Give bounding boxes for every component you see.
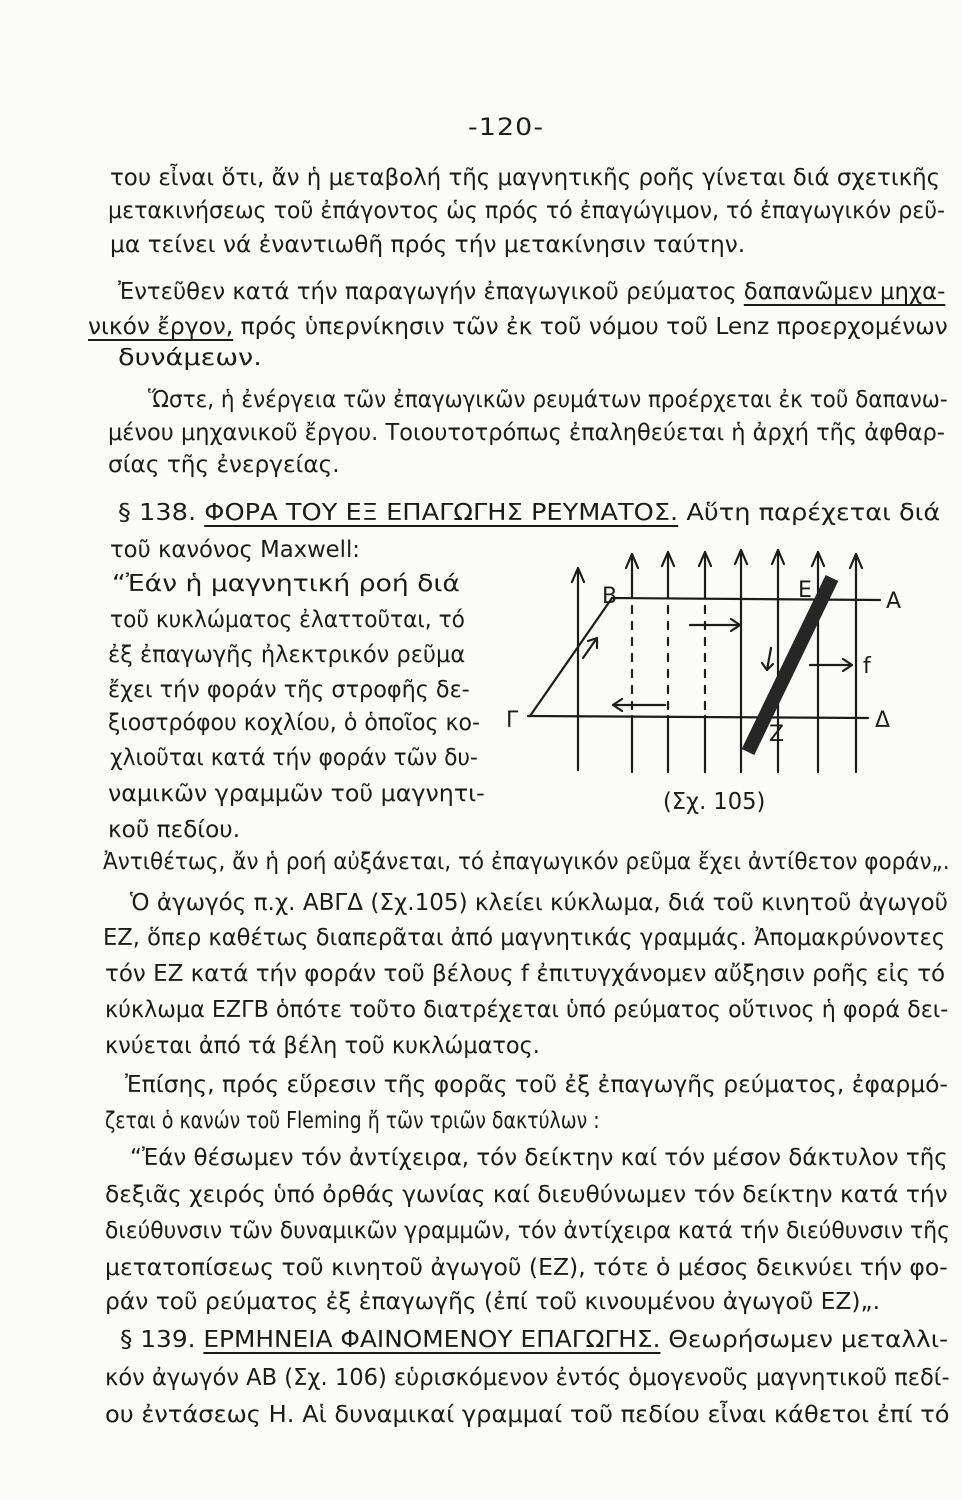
section-number: § 138.: [118, 500, 205, 526]
line-text: μετατοπίσεως τοῦ κινητοῦ ἀγωγοῦ (ΕΖ), τότε ὁ μέσος δεικνύει τήν φο-: [105, 1255, 948, 1281]
text-line: [105, 995, 948, 1025]
text-line: [108, 640, 465, 670]
field-line: [735, 550, 747, 772]
line-text: Ἐντεῦθεν κατά τήν παραγωγήν ἐπαγωγικοῦ ρεύματος: [118, 279, 744, 305]
text-line: [108, 708, 480, 738]
label-b: B: [602, 584, 618, 609]
line-text: Ἀντιθέτως, ἄν ἡ ροή αὐξάνεται, τό ἐπαγωγικόν ρεῦμα ἔχει ἀντίθετον φοράν„.: [103, 849, 950, 875]
line-text: τόν ΕΖ κατά τήν φοράν τοῦ βέλους f ἐπιτυγχάνομεν αὔξησιν ροῆς εἰς τό: [105, 961, 946, 987]
text-line: [88, 312, 948, 342]
line-text: ναμικῶν γραμμῶν τοῦ μαγνητι-: [108, 781, 485, 807]
rail-ba: [612, 598, 880, 600]
figure-caption: (Σχ. 105): [663, 789, 766, 815]
text-line: [105, 1180, 948, 1210]
text-line: [105, 1287, 880, 1317]
text-line: [103, 923, 945, 953]
section-number: § 139.: [120, 1327, 204, 1353]
text-line: [148, 385, 948, 415]
label-delta: Δ: [875, 708, 891, 733]
line-text: Ὥστε, ἡ ἐνέργεια τῶν ἐπαγωγικῶν ρευμάτων προέρχεται ἐκ τοῦ δαπανω-: [148, 387, 948, 413]
label-e: E: [798, 578, 812, 603]
text-line: [110, 230, 745, 260]
field-line: [572, 568, 584, 770]
line-text: σίας τῆς ἐνεργείας.: [108, 452, 340, 478]
text-line: [105, 1106, 600, 1136]
text-line: [108, 418, 945, 448]
field-line: [626, 554, 638, 772]
field-line: [662, 552, 674, 772]
text-line: [110, 535, 360, 565]
text-line: [125, 1070, 948, 1100]
line-text: τοῦ κυκλώματος ἐλαττοῦται, τό: [110, 607, 465, 633]
line-text: διεύθυνσιν τῶν δυναμικῶν γραμμῶν, τόν ἀντίχειρα κατά τήν διεύθυνσιν τῆς: [105, 1218, 950, 1244]
line-text: ΕΖ, ὅπερ καθέτως διαπερᾶται ἀπό μαγνητικάς γραμμάς. Ἀπομακρύνοντες: [103, 925, 946, 951]
line-text: ἐξ ἐπαγωγῆς ἠλεκτρικόν ρεῦμα: [108, 642, 466, 668]
section-heading-139: [120, 1325, 948, 1355]
line-text: χλιοῦται κατά τήν φοράν τῶν δυ-: [110, 745, 478, 771]
figure-105: [495, 540, 915, 790]
text-line: [110, 743, 478, 773]
line-text: μετακινήσεως τοῦ ἐπάγοντος ὡς πρός τό ἐπαγώγιμον, τό ἐπαγωγικόν ρεῦ-: [108, 198, 946, 224]
text-line: [118, 343, 262, 373]
text-line: [110, 605, 465, 635]
circuit-edge-gb: [530, 598, 612, 716]
current-arrow-left: [583, 638, 597, 658]
line-text: τοῦ κανόνος Maxwell:: [110, 537, 360, 563]
page-number: -120-: [468, 113, 545, 141]
text-line: [108, 675, 470, 705]
line-text: κοῦ πεδίου.: [108, 817, 241, 843]
field-line: [850, 554, 862, 772]
line-text: Αὕτη παρέχεται διά: [678, 500, 941, 526]
text-line: [105, 1216, 950, 1246]
line-text: ράν τοῦ ρεύματος ἐξ ἐπαγωγῆς (ἐπί τοῦ κινουμένου ἀγωγοῦ ΕΖ)„.: [105, 1289, 881, 1315]
line-text: Ἐπίσης, πρός εὕρεσιν τῆς φορᾶς τοῦ ἐξ ἐπαγωγῆς ρεύματος, ἐφαρμό-: [125, 1072, 948, 1098]
line-text: δυνάμεων.: [118, 345, 262, 371]
label-z: Z: [769, 722, 785, 747]
text-line: [108, 450, 340, 480]
text-line: [110, 163, 940, 193]
line-text: ου ἐντάσεως Η. Αἱ δυναμικαί γραμμαί τοῦ πεδίου εἶναι κάθετοι ἐπί τό: [105, 1402, 950, 1428]
line-text: ἔχει τήν φοράν τῆς στροφῆς δε-: [108, 677, 470, 703]
label-f: f: [863, 654, 871, 679]
text-line: [108, 815, 240, 845]
text-line: [130, 1143, 948, 1173]
current-arrow-bottom: [613, 699, 665, 711]
line-text: του εἶναι ὅτι, ἄν ἡ μεταβολή τῆς μαγνητικῆς ροῆς γίνεται διά σχετικῆς: [110, 165, 941, 191]
line-text: μένου μηχανικοῦ ἔργου. Τοιουτοτρόπως ἐπαληθεύεται ἡ ἀρχή τῆς ἀφθαρ-: [108, 420, 945, 446]
text-line: [105, 1363, 950, 1393]
underlined-text: νικόν ἔργον,: [88, 314, 234, 340]
text-line: [105, 1253, 948, 1283]
text-line: [130, 888, 948, 918]
section-title: ΦΟΡΑ ΤΟΥ ΕΞ ΕΠΑΓΩΓΗΣ ΡΕΥΜΑΤΟΣ.: [204, 500, 679, 526]
text-line: [118, 277, 945, 307]
line-text: Ὁ ἀγωγός π.χ. ΑΒΓΔ (Σχ.105) κλείει κύκλωμα, διά τοῦ κινητοῦ ἀγωγοῦ: [130, 890, 948, 916]
label-gamma: Γ: [506, 708, 519, 733]
line-text: Θεωρήσωμεν μεταλλι-: [660, 1327, 949, 1353]
text-line: [105, 1031, 540, 1061]
line-text: κόν ἀγωγόν ΑΒ (Σχ. 106) εὑρισκόμενον ἐντός ὁμογενοῦς μαγνητικοῦ πεδί-: [105, 1365, 950, 1391]
line-text: πρός ὑπερνίκησιν τῶν ἐκ τοῦ νόμου τοῦ Lenz προερχομένων: [233, 314, 948, 340]
current-arrow-conductor: [762, 648, 773, 670]
line-text: “Ἐάν ἡ μαγνητική ροή διά: [112, 571, 460, 597]
section-title: ΕΡΜΗΝΕΙΑ ΦΑΙΝΟΜΕΝΟΥ ΕΠΑΓΩΓΗΣ.: [203, 1327, 661, 1353]
section-heading-138: [118, 498, 940, 528]
field-line: [699, 552, 711, 772]
underlined-text: δαπανῶμεν μηχα-: [743, 279, 946, 305]
label-a: A: [886, 589, 902, 614]
line-text: μα τείνει νά ἐναντιωθῆ πρός τήν μετακίνησιν ταύτην.: [110, 232, 746, 258]
line-text: ζεται ὁ κανών τοῦ Fleming ἤ τῶν τριῶν δακτύλων :: [105, 1108, 600, 1134]
line-text: “Ἐάν θέσωμεν τόν ἀντίχειρα, τόν δείκτην καί τόν μέσον δάκτυλον τῆς: [130, 1145, 948, 1171]
current-arrow-top: [690, 619, 740, 631]
text-line: [112, 569, 460, 599]
force-arrow-f: [810, 659, 852, 671]
text-line: [105, 1400, 950, 1430]
line-text: ξιοστρόφου κοχλίου, ὁ ὁποῖος κο-: [108, 710, 480, 736]
line-text: κνύεται ἀπό τά βέλη τοῦ κυκλώματος.: [105, 1033, 540, 1059]
text-line: [108, 779, 485, 809]
text-line: [108, 196, 945, 226]
line-text: δεξιᾶς χειρός ὑπό ὀρθάς γωνίας καί διευθύνωμεν τόν δείκτην κατά τήν: [105, 1182, 948, 1208]
text-line: [103, 847, 950, 877]
text-line: [105, 959, 945, 989]
line-text: κύκλωμα ΕΖΓΒ ὁπότε τοῦτο διατρέχεται ὑπό ρεύματος οὕτινος ἡ φορά δει-: [105, 997, 949, 1023]
